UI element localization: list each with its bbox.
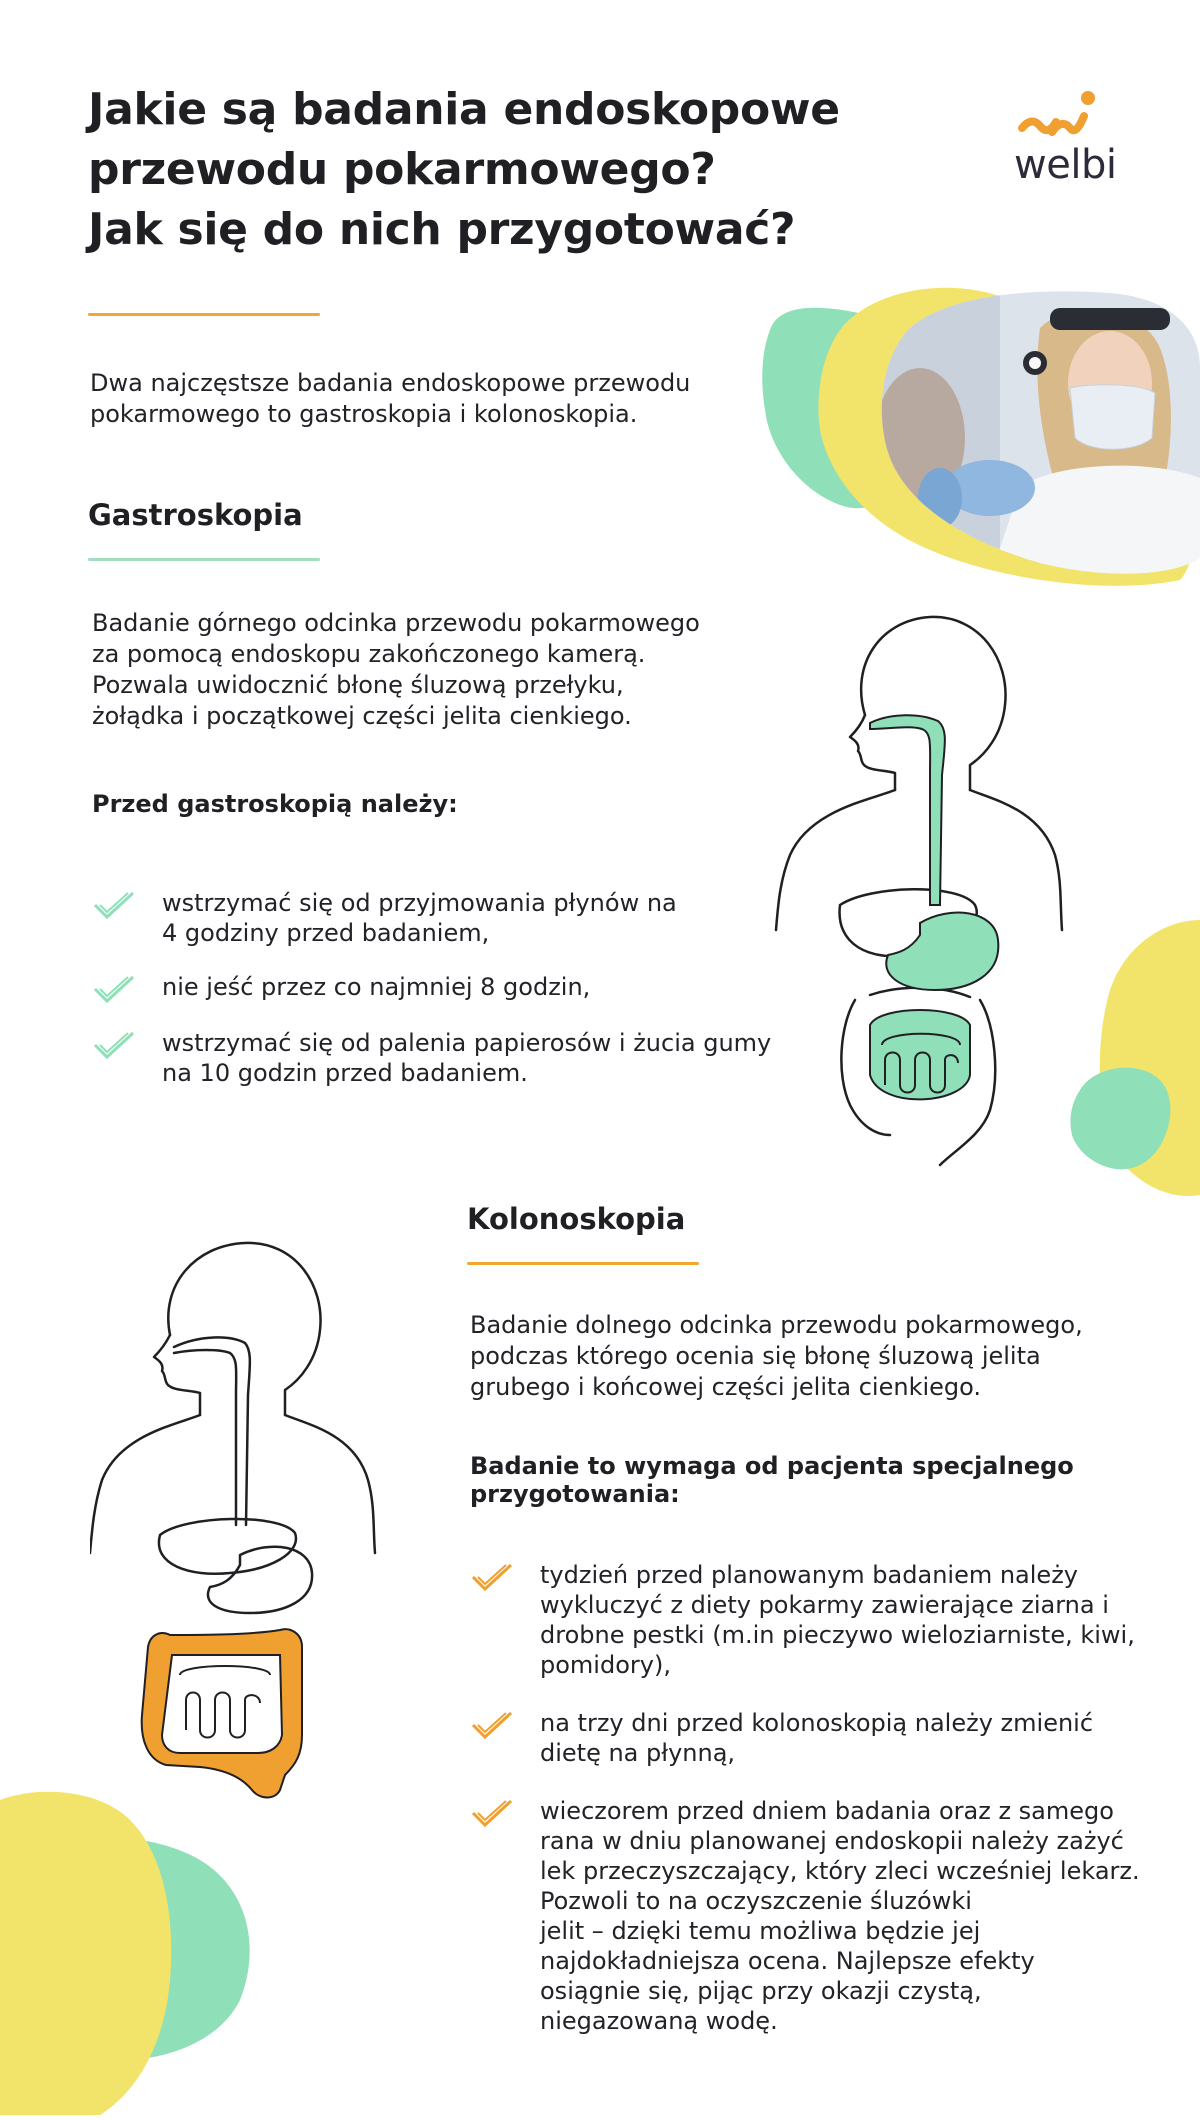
title-line-2: przewodu pokarmowego? [88,144,716,195]
gastro-desc-line-3: Pozwala uwidocznić błonę śluzową przełyku, [92,671,624,699]
colon-highlight [142,1629,302,1797]
welbi-logo [1010,88,1130,198]
kolonoskopia-checklist [470,1560,1170,2036]
list-item-line: niegazowaną wodę. [540,2007,778,2035]
list-item [470,1708,1170,1768]
digestive-illustration-lower [90,1235,390,1805]
check-icon [92,1030,136,1060]
esophagus-highlight [870,715,945,905]
list-item-line: nie jeść przez co najmniej 8 godzin, [162,973,591,1001]
list-item-line: wieczorem przed dniem badania oraz z samego [540,1797,1114,1825]
gastroskopia-prep-heading: Przed gastroskopią należy: [92,790,458,818]
check-icon [470,1798,514,1828]
intro-line-2: pokarmowego to gastroskopia i kolonoskopia. [90,400,638,428]
gastro-desc-line-1: Badanie górnego odcinka przewodu pokarmowego [92,609,700,637]
list-item-line: wstrzymać się od palenia papierosów i żucia gumy [162,1029,772,1057]
intro-line-1: Dwa najczęstsze badania endoskopowe przewodu [90,369,691,397]
list-item-line: rana w dniu planowanej endoskopii należy zażyć [540,1827,1124,1855]
logo-text: welbi [1014,142,1117,188]
check-icon [470,1710,514,1740]
kolonoskopia-description [470,1310,1083,1403]
list-item-line: dietę na płynną, [540,1739,736,1767]
list-item-line: osiągnie się, pijąc przy okazji czystą, [540,1977,982,2005]
yellow-blob-bottom [0,1792,171,2115]
kolono-desc-line-1: Badanie dolnego odcinka przewodu pokarmowego, [470,1311,1083,1339]
kolonoskopia-divider [467,1262,699,1265]
list-item-line: najdokładniejsza ocena. Najlepsze efekty [540,1947,1035,1975]
list-item-line: drobne pestki (m.in pieczywo wieloziarniste, kiwi, [540,1621,1135,1649]
kolono-desc-line-3: grubego i końcowej części jelita cienkiego. [470,1373,982,1401]
doctor-photo [870,288,1200,578]
list-item [92,972,792,1004]
gastroskopia-checklist [92,888,792,1088]
gastro-desc-line-4: żołądka i początkowej części jelita cienkiego. [92,702,632,730]
gastro-desc-line-2: za pomocą endoskopu zakończonego kamerą. [92,640,646,668]
list-item [92,1028,792,1088]
list-item-line: na 10 godzin przed badaniem. [162,1059,528,1087]
title-divider [88,313,320,316]
list-item-line: tydzień przed planowanym badaniem należy [540,1561,1078,1589]
list-item-line: pomidory), [540,1651,671,1679]
gastroskopia-heading: Gastroskopia [88,498,303,532]
list-item-line: 4 godziny przed badaniem, [162,919,490,947]
kolono-desc-line-2: podczas którego ocenia się błonę śluzową jelita [470,1342,1041,1370]
logo-mark-icon [1018,88,1098,148]
list-item-line: lek przeczyszczający, który zleci wcześniej lekarz. [540,1857,1140,1885]
check-icon [92,974,136,1004]
list-item-line: wykluczyć z diety pokarmy zawierające ziarna i [540,1591,1109,1619]
list-item [470,1560,1170,1680]
check-icon [470,1562,514,1592]
gastroskopia-description [92,608,700,732]
stomach-highlight [886,913,998,990]
title-line-1: Jakie są badania endoskopowe [88,84,840,135]
kolono-prep-line-1: Badanie to wymaga od pacjenta specjalnego [470,1452,1074,1480]
gastroskopia-divider [88,558,320,561]
list-item-line: wstrzymać się od przyjmowania płynów na [162,889,677,917]
kolono-prep-line-2: przygotowania: [470,1480,680,1508]
page-title [88,80,908,260]
intestine-highlight [870,1010,970,1099]
check-icon [92,890,136,920]
digestive-illustration-upper [770,605,1070,1175]
title-line-3: Jak się do nich przygotować? [88,204,796,255]
kolonoskopia-heading: Kolonoskopia [467,1202,686,1236]
list-item [92,888,792,948]
kolonoskopia-prep-heading [470,1452,1074,1508]
list-item-line: jelit – dzięki temu możliwa będzie jej [540,1917,981,1945]
list-item-line: Pozwoli to na oczyszczenie śluzówki [540,1887,972,1915]
list-item [470,1796,1170,2036]
list-item-line: na trzy dni przed kolonoskopią należy zmienić [540,1709,1094,1737]
intro-text [90,368,690,430]
